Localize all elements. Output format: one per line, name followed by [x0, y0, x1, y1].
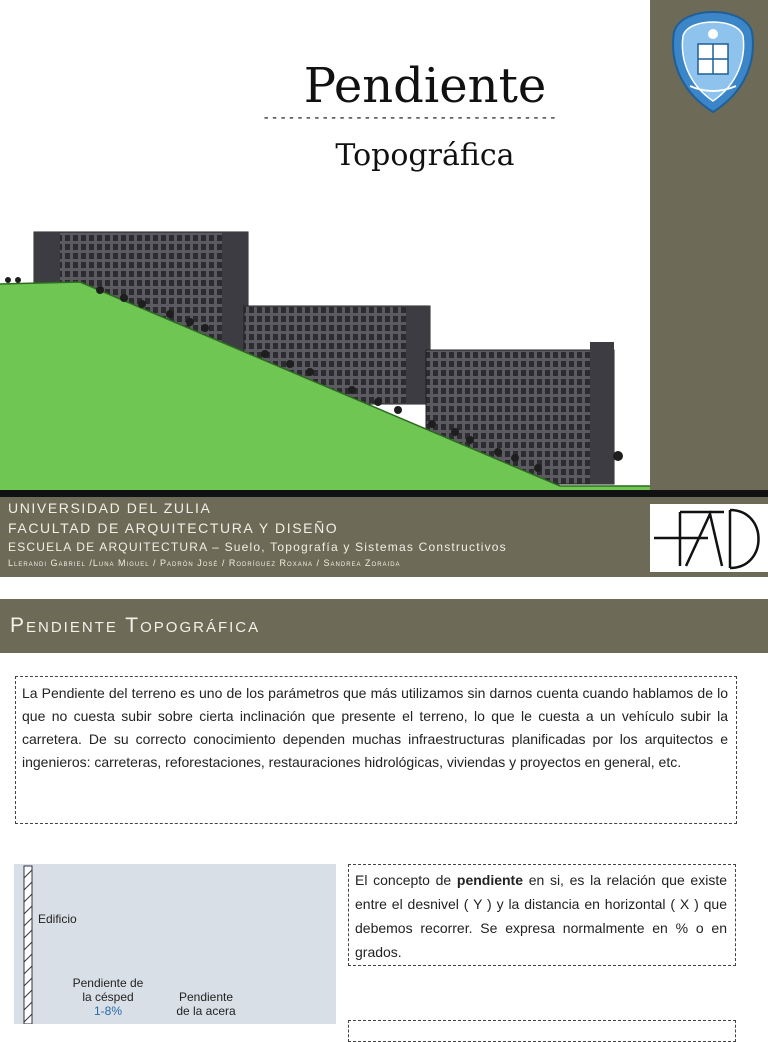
label-building: Edificio: [38, 912, 77, 926]
footer-authors: Llerandi Gabriel /Luna Miguel / Padrón José / Rodríguez Roxana / Sandrea Zoraida: [8, 558, 401, 568]
definition-paragraph: [355, 868, 727, 964]
divider-bar: [0, 490, 768, 497]
footer-school: ESCUELA DE ARQUITECTURA – Suelo, Topografía y Sistemas Constructivos: [8, 540, 507, 554]
university-seal-icon: [668, 8, 758, 118]
definition-keyword: pendiente: [456, 872, 524, 888]
label-grass-line2: la césped: [82, 990, 134, 1004]
title-divider: -----------------------------------: [262, 110, 558, 126]
label-grass-slope: [68, 976, 148, 1018]
definition-text-2: en si, es la relación que existe entre el desnivel ( Y ) y la distancia en horizontal ( X ) que debemos recorrer. Se expresa normalmente en % o en grados.: [355, 872, 727, 960]
footer-university: UNIVERSIDAD DEL ZULIA: [8, 500, 212, 516]
footer-faculty: FACULTAD DE ARQUITECTURA Y DISEÑO: [8, 520, 339, 536]
cover-subtitle: Topográfica: [335, 138, 515, 173]
cover-title: Pendiente: [303, 58, 547, 114]
fad-logo-box: [650, 504, 768, 572]
definition-text-1: El concepto de: [355, 872, 457, 888]
hillside-buildings-illustration: [0, 180, 650, 492]
next-box: [348, 1020, 736, 1042]
label-grass-line3: 1-8%: [93, 1004, 122, 1018]
fad-logo-icon: [650, 504, 768, 572]
slope-diagram: [14, 864, 336, 1024]
label-grass-line1: Pendiente de: [72, 976, 144, 990]
label-sidewalk-slope: [164, 990, 248, 1018]
section-title: Pendiente Topográfica: [10, 614, 261, 637]
label-sidewalk-line1: Pendiente: [178, 990, 234, 1004]
label-sidewalk-line2: de la acera: [176, 1004, 236, 1018]
intro-paragraph: La Pendiente del terreno es uno de los parámetros que más utilizamos sin darnos cuenta cuando hablamos de lo que no cuesta subir sobre cierta inclinación que presente el terreno, lo que le cuesta a un vehículo subir la carretera. De su correcto conocimiento dependen muchas infraestructuras planificadas por los arquitectos e ingenieros: carreteras, reforestaciones, restauraciones hidrológicas, viviendas y proyectos en general, etc.: [22, 685, 728, 770]
